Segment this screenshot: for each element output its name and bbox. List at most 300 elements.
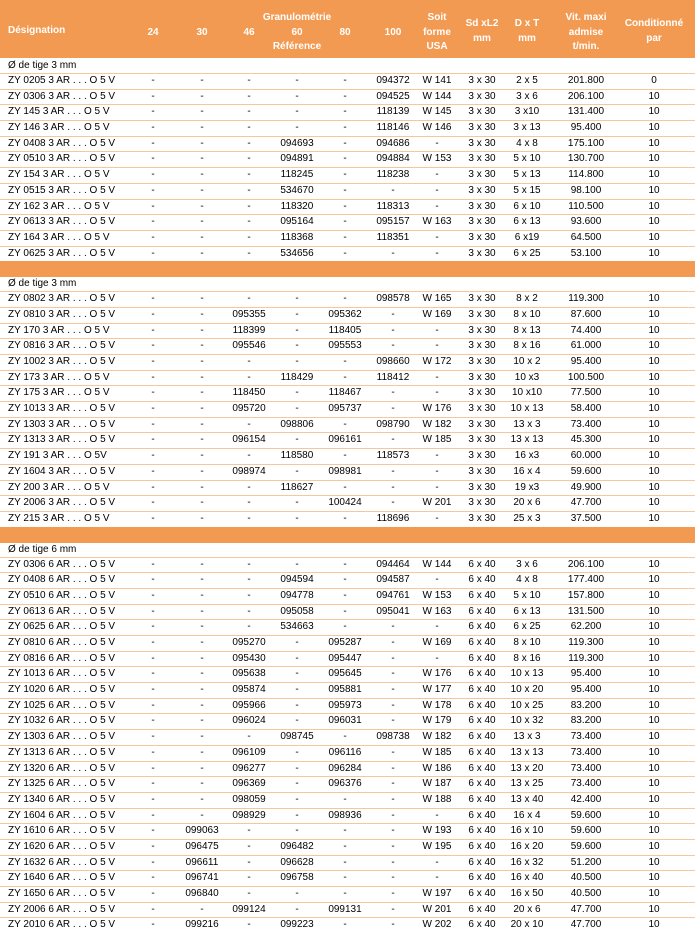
cell-grit-80: - [343, 888, 347, 899]
cell-grit-24: - [151, 216, 155, 228]
cell-sd-xl2: 3 x 30 [468, 153, 496, 165]
cell-grit-24: - [151, 481, 155, 493]
cell-pack-qty: 10 [648, 308, 660, 320]
table-row [0, 636, 695, 651]
cell-d-x-t: 3 x 6 [516, 90, 538, 102]
cell-max-speed: 93.600 [570, 216, 602, 228]
table-row [0, 887, 695, 902]
cell-max-speed: 42.400 [570, 793, 602, 805]
cell-usa-form: - [435, 809, 439, 821]
cell-grit-80: - [343, 153, 347, 165]
cell-sd-xl2: 3 x 30 [468, 465, 496, 477]
cell-grit-30: - [200, 153, 204, 165]
header-cond-1: Conditionné [624, 18, 684, 29]
cell-grit-24: - [151, 293, 155, 305]
cell-grit-80: 098981 [328, 465, 362, 477]
cell-pack-qty: 10 [648, 450, 660, 462]
cell-grit-46: - [247, 418, 251, 430]
cell-d-x-t: 6 x 13 [513, 605, 541, 617]
cell-max-speed: 49.900 [570, 481, 602, 493]
cell-max-speed: 60.000 [570, 450, 602, 462]
cell-sd-xl2: 3 x 30 [468, 137, 496, 149]
cell-grit-60: 094778 [280, 589, 314, 601]
cell-grit-24: - [151, 589, 155, 601]
cell-sd-xl2: 3 x 30 [468, 418, 496, 430]
cell-max-speed: 95.400 [570, 668, 602, 680]
cell-max-speed: 83.200 [570, 715, 602, 727]
cell-sd-xl2: 6 x 40 [468, 809, 496, 821]
cell-grit-100: 118573 [376, 450, 410, 462]
cell-pack-qty: 10 [648, 684, 660, 696]
cell-grit-46: 098059 [232, 793, 266, 805]
cell-max-speed: 119.300 [568, 652, 604, 664]
cell-sd-xl2: 6 x 40 [468, 621, 496, 633]
cell-grit-30: - [200, 465, 204, 477]
section-title: Ø de tige 6 mm [8, 543, 77, 555]
cell-designation: ZY 1313 3 AR . . . O 5 V [8, 434, 116, 446]
cell-usa-form: - [435, 387, 439, 399]
cell-pack-qty: 10 [648, 731, 660, 743]
cell-grit-100: - [391, 746, 395, 758]
cell-pack-qty: 10 [648, 403, 660, 415]
cell-max-speed: 131.500 [567, 605, 605, 617]
table-row [0, 793, 695, 808]
cell-grit-30: - [200, 122, 204, 134]
cell-grit-100: 095157 [376, 216, 410, 228]
table-row [0, 871, 695, 886]
cell-grit-46: - [247, 90, 251, 102]
cell-grit-100: - [391, 888, 395, 899]
table-row [0, 231, 695, 246]
table-row [0, 449, 695, 464]
cell-usa-form: W 201 [422, 497, 452, 509]
cell-designation: ZY 1020 6 AR . . . O 5 V [8, 684, 116, 696]
cell-grit-30: - [200, 903, 204, 915]
cell-grit-60: - [295, 684, 299, 696]
cell-grit-80: 095447 [328, 652, 362, 664]
cell-grit-60: 094594 [280, 574, 314, 586]
cell-grit-100: 098790 [376, 418, 410, 430]
cell-designation: ZY 162 3 AR . . . O 5 V [8, 200, 110, 212]
cell-max-speed: 87.600 [570, 308, 602, 320]
cell-grit-24: - [151, 324, 155, 336]
cell-designation: ZY 0306 3 AR . . . O 5 V [8, 90, 116, 102]
cell-grit-80: - [343, 450, 347, 462]
cell-grit-24: - [151, 652, 155, 664]
cell-grit-80: 095881 [328, 684, 362, 696]
cell-designation: ZY 0810 3 AR . . . O 5 V [8, 308, 116, 320]
cell-grit-100: 094884 [376, 153, 410, 165]
cell-max-speed: 114.800 [568, 169, 604, 181]
table-row [0, 496, 695, 511]
cell-grit-80: - [343, 512, 347, 524]
cell-designation: ZY 1013 3 AR . . . O 5 V [8, 403, 116, 415]
cell-pack-qty: 10 [648, 497, 660, 509]
cell-max-speed: 119.300 [568, 293, 604, 305]
table-row [0, 762, 695, 777]
cell-grit-46: - [247, 919, 251, 931]
cell-grit-46: - [247, 106, 251, 118]
cell-grit-80: - [343, 731, 347, 743]
cell-d-x-t: 5 x 13 [513, 169, 541, 181]
cell-grit-30: 096840 [185, 888, 219, 899]
cell-grit-80: - [343, 75, 347, 86]
cell-usa-form: - [435, 231, 439, 243]
cell-grit-46: - [247, 231, 251, 243]
cell-usa-form: W 179 [422, 715, 452, 727]
cell-pack-qty: 10 [648, 840, 660, 852]
cell-grit-46: - [247, 356, 251, 367]
cell-max-speed: 95.400 [570, 684, 602, 696]
cell-max-speed: 201.800 [567, 75, 605, 86]
cell-sd-xl2: 6 x 40 [468, 872, 496, 884]
cell-grit-46: - [247, 216, 251, 228]
cell-grit-60: - [295, 825, 299, 837]
cell-grit-30: - [200, 371, 204, 383]
cell-grit-100: - [391, 652, 395, 664]
cell-grit-30: - [200, 293, 204, 305]
cell-grit-100: - [391, 715, 395, 727]
section-title: Ø de tige 3 mm [8, 278, 77, 290]
cell-designation: ZY 0205 3 AR . . . O 5 V [8, 75, 116, 86]
cell-max-speed: 83.200 [570, 699, 602, 711]
cell-usa-form: W 163 [422, 216, 452, 228]
cell-sd-xl2: 6 x 40 [468, 746, 496, 758]
cell-grit-80: - [343, 200, 347, 212]
cell-d-x-t: 6 x 25 [513, 621, 541, 633]
cell-d-x-t: 13 x 40 [510, 793, 544, 805]
header-grit-60: 60 [291, 27, 303, 38]
cell-pack-qty: 10 [648, 200, 660, 212]
cell-grit-24: - [151, 200, 155, 212]
cell-grit-30: - [200, 558, 204, 570]
table-row [0, 386, 695, 401]
cell-grit-80: 095553 [328, 340, 362, 352]
cell-grit-80: - [343, 574, 347, 586]
cell-grit-24: - [151, 558, 155, 570]
cell-sd-xl2: 3 x 30 [468, 90, 496, 102]
cell-grit-30: - [200, 762, 204, 774]
cell-grit-100: 118412 [376, 371, 410, 383]
cell-designation: ZY 1340 6 AR . . . O 5 V [8, 793, 116, 805]
cell-designation: ZY 0613 3 AR . . . O 5 V [8, 216, 116, 228]
cell-grit-24: - [151, 574, 155, 586]
cell-max-speed: 37.500 [570, 512, 602, 524]
header-grit-24: 24 [147, 27, 159, 38]
cell-grit-24: - [151, 637, 155, 648]
cell-sd-xl2: 3 x 30 [468, 169, 496, 181]
header-sdxl2: Sd xL2 [465, 18, 499, 29]
cell-max-speed: 98.100 [570, 184, 602, 196]
cell-d-x-t: 13 x 20 [510, 762, 544, 774]
cell-designation: ZY 1610 6 AR . . . O 5 V [8, 825, 116, 837]
cell-d-x-t: 16 x 4 [513, 465, 541, 477]
cell-grit-46: 095874 [232, 684, 266, 696]
cell-sd-xl2: 6 x 40 [468, 825, 496, 837]
cell-grit-24: - [151, 778, 155, 790]
cell-usa-form: - [435, 137, 439, 149]
cell-pack-qty: 10 [648, 356, 660, 367]
cell-grit-60: - [295, 293, 299, 305]
cell-sd-xl2: 3 x 30 [468, 371, 496, 383]
cell-sd-xl2: 6 x 40 [468, 903, 496, 915]
cell-grit-46: - [247, 589, 251, 601]
cell-grit-24: - [151, 340, 155, 352]
cell-d-x-t: 3 x 6 [516, 558, 538, 570]
cell-grit-60: - [295, 465, 299, 477]
cell-grit-24: - [151, 75, 155, 86]
cell-grit-80: 096161 [328, 434, 362, 446]
cell-designation: ZY 1313 6 AR . . . O 5 V [8, 746, 116, 758]
table-row [0, 247, 695, 262]
cell-usa-form: W 169 [422, 637, 452, 648]
table-row [0, 168, 695, 183]
cell-grit-80: - [343, 825, 347, 837]
cell-usa-form: W 176 [422, 668, 452, 680]
cell-sd-xl2: 3 x 30 [468, 200, 496, 212]
cell-grit-100: - [391, 324, 395, 336]
cell-pack-qty: 10 [648, 340, 660, 352]
cell-d-x-t: 16 x 20 [510, 840, 544, 852]
cell-designation: ZY 0306 6 AR . . . O 5 V [8, 558, 116, 570]
cell-pack-qty: 10 [648, 371, 660, 383]
cell-grit-100: - [391, 825, 395, 837]
cell-grit-30: - [200, 652, 204, 664]
cell-grit-60: - [295, 746, 299, 758]
cell-grit-60: 534663 [280, 621, 314, 633]
cell-designation: ZY 0515 3 AR . . . O 5 V [8, 184, 116, 196]
cell-grit-46: 095720 [232, 403, 266, 415]
cell-pack-qty: 10 [648, 793, 660, 805]
cell-sd-xl2: 6 x 40 [468, 589, 496, 601]
cell-pack-qty: 10 [648, 637, 660, 648]
cell-grit-24: - [151, 231, 155, 243]
cell-grit-46: 095546 [232, 340, 266, 352]
cell-usa-form: - [435, 450, 439, 462]
cell-pack-qty: 10 [648, 558, 660, 570]
cell-grit-80: - [343, 231, 347, 243]
cell-grit-30: 096475 [185, 840, 219, 852]
cell-max-speed: 110.500 [568, 200, 604, 212]
cell-grit-100: 098660 [376, 356, 410, 367]
header-usa: USA [426, 41, 448, 52]
cell-max-speed: 73.400 [570, 762, 602, 774]
table-row [0, 481, 695, 496]
cell-max-speed: 95.400 [570, 122, 602, 134]
cell-pack-qty: 10 [648, 247, 660, 259]
cell-d-x-t: 3 x10 [514, 106, 540, 118]
cell-grit-100: - [391, 856, 395, 868]
cell-sd-xl2: 3 x 30 [468, 512, 496, 524]
cell-grit-80: 096284 [328, 762, 362, 774]
cell-grit-46: - [247, 200, 251, 212]
cell-grit-100: 118139 [376, 106, 410, 118]
cell-d-x-t: 10 x3 [514, 371, 540, 383]
cell-grit-46: - [247, 247, 251, 259]
cell-grit-80: - [343, 872, 347, 884]
cell-grit-46: - [247, 840, 251, 852]
table-row [0, 371, 695, 386]
cell-grit-80: - [343, 919, 347, 931]
cell-grit-100: 118146 [376, 122, 410, 134]
cell-d-x-t: 19 x3 [514, 481, 540, 493]
cell-grit-100: - [391, 497, 395, 509]
cell-grit-100: 094587 [376, 574, 410, 586]
cell-designation: ZY 1002 3 AR . . . O 5 V [8, 356, 116, 367]
cell-grit-60: - [295, 558, 299, 570]
cell-grit-24: - [151, 465, 155, 477]
table-row [0, 215, 695, 230]
cell-pack-qty: 10 [648, 762, 660, 774]
cell-grit-46: - [247, 122, 251, 134]
cell-sd-xl2: 3 x 30 [468, 340, 496, 352]
cell-grit-46: - [247, 574, 251, 586]
cell-grit-60: - [295, 434, 299, 446]
cell-max-speed: 73.400 [570, 418, 602, 430]
cell-grit-100: - [391, 403, 395, 415]
cell-grit-60: 118320 [280, 200, 314, 212]
cell-grit-60: 094891 [280, 153, 314, 165]
cell-usa-form: - [435, 200, 439, 212]
cell-pack-qty: 10 [648, 153, 660, 165]
cell-max-speed: 59.600 [570, 840, 602, 852]
table-row [0, 558, 695, 573]
table-row [0, 667, 695, 682]
cell-grit-30: - [200, 216, 204, 228]
cell-grit-60: - [295, 308, 299, 320]
cell-grit-24: - [151, 308, 155, 320]
cell-grit-46: - [247, 153, 251, 165]
cell-d-x-t: 8 x 10 [513, 637, 541, 648]
cell-grit-46: - [247, 184, 251, 196]
cell-grit-100: 094372 [376, 75, 410, 86]
cell-grit-80: 095645 [328, 668, 362, 680]
cell-grit-46: - [247, 371, 251, 383]
cell-grit-24: - [151, 106, 155, 118]
cell-usa-form: W 201 [422, 903, 452, 915]
cell-sd-xl2: 6 x 40 [468, 919, 496, 931]
cell-grit-60: 096758 [280, 872, 314, 884]
table-row [0, 746, 695, 761]
cell-pack-qty: 10 [648, 137, 660, 149]
cell-grit-24: - [151, 403, 155, 415]
cell-designation: ZY 154 3 AR . . . O 5 V [8, 169, 110, 181]
cell-d-x-t: 10 x 2 [513, 356, 541, 367]
cell-max-speed: 61.000 [570, 340, 602, 352]
cell-usa-form: W 169 [422, 308, 452, 320]
table-row [0, 324, 695, 339]
cell-sd-xl2: 6 x 40 [468, 888, 496, 899]
cell-sd-xl2: 3 x 30 [468, 481, 496, 493]
cell-d-x-t: 13 x 3 [513, 731, 541, 743]
cell-designation: ZY 2006 3 AR . . . O 5 V [8, 497, 116, 509]
cell-designation: ZY 0625 6 AR . . . O 5 V [8, 621, 116, 633]
cell-d-x-t: 16 x3 [514, 450, 540, 462]
cell-grit-30: 096611 [185, 856, 219, 868]
cell-grit-30: - [200, 699, 204, 711]
cell-designation: ZY 146 3 AR . . . O 5 V [8, 122, 110, 134]
cell-grit-24: - [151, 825, 155, 837]
cell-designation: ZY 145 3 AR . . . O 5 V [8, 106, 110, 118]
header-cond-2: par [646, 33, 662, 44]
cell-grit-46: - [247, 621, 251, 633]
cell-pack-qty: 10 [648, 919, 660, 931]
cell-grit-30: - [200, 589, 204, 601]
cell-grit-80: - [343, 293, 347, 305]
cell-designation: ZY 1632 6 AR . . . O 5 V [8, 856, 116, 868]
cell-sd-xl2: 3 x 30 [468, 293, 496, 305]
cell-sd-xl2: 6 x 40 [468, 840, 496, 852]
cell-grit-80: - [343, 122, 347, 134]
cell-pack-qty: 10 [648, 605, 660, 617]
cell-sd-xl2: 3 x 30 [468, 434, 496, 446]
cell-grit-100: - [391, 434, 395, 446]
cell-designation: ZY 1604 6 AR . . . O 5 V [8, 809, 116, 821]
cell-d-x-t: 4 x 8 [516, 574, 538, 586]
cell-grit-30: - [200, 75, 204, 86]
cell-grit-100: - [391, 481, 395, 493]
cell-grit-24: - [151, 434, 155, 446]
cell-grit-60: 096482 [280, 840, 314, 852]
cell-grit-46: 118450 [232, 387, 266, 399]
cell-d-x-t: 6 x 13 [513, 216, 541, 228]
cell-grit-30: - [200, 684, 204, 696]
table-body [0, 59, 695, 933]
cell-grit-60: 095058 [280, 605, 314, 617]
cell-pack-qty: 10 [648, 512, 660, 524]
cell-grit-100: - [391, 684, 395, 696]
cell-grit-46: 096154 [232, 434, 266, 446]
cell-grit-100: - [391, 387, 395, 399]
table-row [0, 589, 695, 604]
cell-grit-80: - [343, 247, 347, 259]
cell-designation: ZY 1303 3 AR . . . O 5 V [8, 418, 116, 430]
cell-d-x-t: 8 x 10 [513, 308, 541, 320]
cell-sd-xl2: 6 x 40 [468, 778, 496, 790]
table-row [0, 652, 695, 667]
cell-grit-100: - [391, 840, 395, 852]
table-row [0, 903, 695, 918]
cell-usa-form: W 153 [422, 153, 452, 165]
cell-grit-60: - [295, 340, 299, 352]
table-row [0, 512, 695, 527]
cell-d-x-t: 6 x 10 [513, 200, 541, 212]
cell-grit-80: - [343, 621, 347, 633]
cell-grit-80: 095737 [328, 403, 362, 415]
cell-pack-qty: 10 [648, 231, 660, 243]
cell-usa-form: - [435, 652, 439, 664]
cell-grit-30: - [200, 308, 204, 320]
cell-grit-30: - [200, 450, 204, 462]
cell-grit-46: 095966 [232, 699, 266, 711]
table-row [0, 840, 695, 855]
cell-grit-30: - [200, 481, 204, 493]
cell-grit-100: - [391, 637, 395, 648]
table-row [0, 918, 695, 933]
cell-grit-60: - [295, 652, 299, 664]
table-row [0, 74, 695, 89]
header-dxt-unit: mm [518, 33, 536, 44]
cell-d-x-t: 6 x19 [514, 231, 540, 243]
cell-grit-24: - [151, 668, 155, 680]
cell-usa-form: - [435, 340, 439, 352]
cell-grit-80: - [343, 558, 347, 570]
cell-grit-30: - [200, 731, 204, 743]
cell-d-x-t: 20 x 10 [510, 919, 544, 931]
cell-d-x-t: 10 x 13 [510, 668, 544, 680]
table-row [0, 137, 695, 152]
cell-designation: ZY 200 3 AR . . . O 5 V [8, 481, 110, 493]
